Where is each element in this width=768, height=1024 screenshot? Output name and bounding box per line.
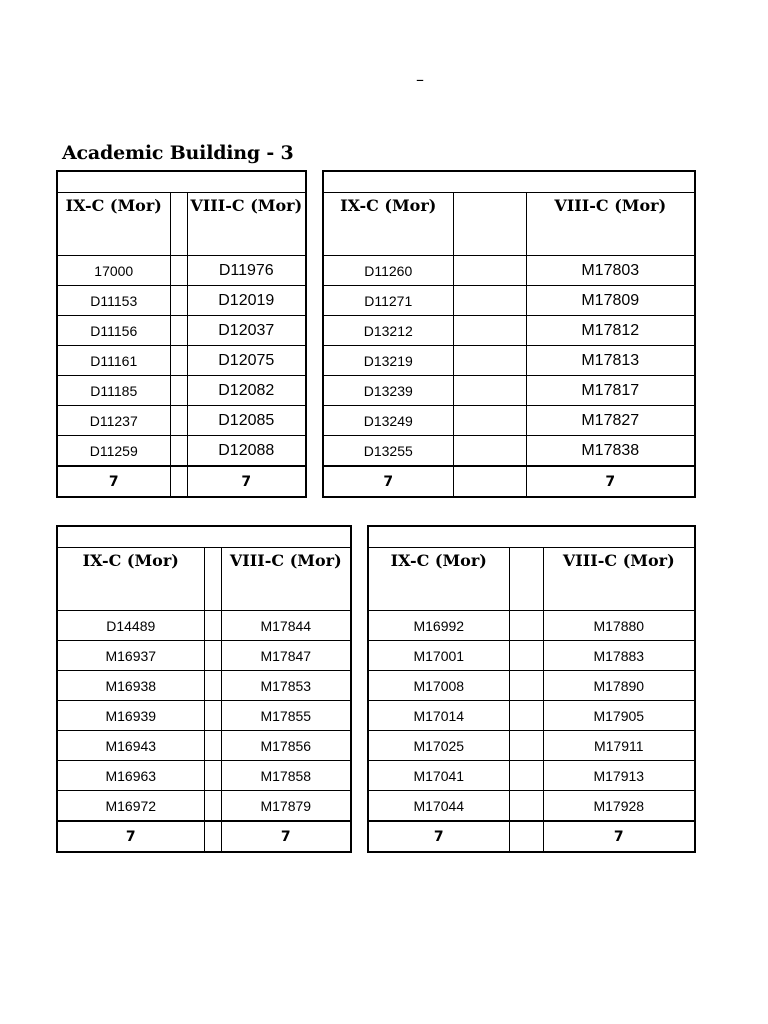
table-row — [323, 406, 695, 436]
roll-cell: M16937 — [57, 641, 204, 671]
roll-cell: M17844 — [221, 611, 351, 641]
roll-cell: D11259 — [57, 436, 170, 467]
roll-cell: M16992 — [368, 611, 509, 641]
roll-cell: D13249 — [323, 406, 453, 436]
col1-header: IX-C (Mor) — [323, 193, 453, 256]
table-row — [57, 256, 306, 286]
spacer-cell — [509, 791, 543, 822]
spacer-cell — [170, 436, 187, 467]
spacer-cell — [453, 256, 526, 286]
table-row — [57, 641, 351, 671]
roll-cell: D11976 — [187, 256, 306, 286]
table-row — [368, 671, 695, 701]
spacer-cell — [204, 611, 221, 641]
roll-cell: D12088 — [187, 436, 306, 467]
table-row — [323, 376, 695, 406]
col2-header: VIII-C (Mor) — [221, 548, 351, 611]
spacer-cell — [509, 641, 543, 671]
roll-cell: M17883 — [543, 641, 695, 671]
roll-cell: M17928 — [543, 791, 695, 822]
roll-cell: M17001 — [368, 641, 509, 671]
spacer-cell — [170, 193, 187, 256]
table-row — [57, 671, 351, 701]
total-count: 7 — [526, 466, 695, 497]
roll-cell: M17014 — [368, 701, 509, 731]
roll-cell: D13239 — [323, 376, 453, 406]
spacer-cell — [509, 671, 543, 701]
roll-cell: D12082 — [187, 376, 306, 406]
roll-cell: D11271 — [323, 286, 453, 316]
table-row — [368, 761, 695, 791]
roll-cell: M17880 — [543, 611, 695, 641]
roll-cell: M17008 — [368, 671, 509, 701]
table-row — [57, 611, 351, 641]
spacer-cell — [204, 791, 221, 822]
total-count: 7 — [543, 821, 695, 852]
col1-header: IX-C (Mor) — [57, 548, 204, 611]
spacer-cell — [204, 548, 221, 611]
table-row — [57, 701, 351, 731]
roll-cell: D14489 — [57, 611, 204, 641]
table-row — [57, 761, 351, 791]
seating-table-3 — [56, 525, 352, 853]
spacer-cell — [509, 761, 543, 791]
total-count: 7 — [323, 466, 453, 497]
spacer-cell — [453, 193, 526, 256]
spacer-cell — [170, 316, 187, 346]
table-row — [323, 316, 695, 346]
roll-cell: D11153 — [57, 286, 170, 316]
col2-header: VIII-C (Mor) — [526, 193, 695, 256]
total-count: 7 — [368, 821, 509, 852]
spacer-cell — [453, 316, 526, 346]
spacer-cell — [170, 466, 187, 497]
spacer-cell — [509, 701, 543, 731]
roll-cell: D11161 — [57, 346, 170, 376]
building-title: Academic Building - 3 — [62, 142, 294, 164]
table-row — [57, 346, 306, 376]
roll-cell: M17041 — [368, 761, 509, 791]
table-header-bar — [57, 526, 351, 548]
roll-cell: M17044 — [368, 791, 509, 822]
roll-cell: M17858 — [221, 761, 351, 791]
roll-cell: D12037 — [187, 316, 306, 346]
spacer-cell — [204, 641, 221, 671]
table-row — [368, 731, 695, 761]
roll-cell: M16938 — [57, 671, 204, 701]
seating-table-1 — [56, 170, 307, 498]
roll-cell: D11260 — [323, 256, 453, 286]
roll-cell: M17879 — [221, 791, 351, 822]
roll-cell: D13212 — [323, 316, 453, 346]
spacer-cell — [509, 821, 543, 852]
table-row — [368, 641, 695, 671]
roll-cell: D12075 — [187, 346, 306, 376]
spacer-cell — [453, 346, 526, 376]
table-row — [368, 791, 695, 822]
roll-cell: M17855 — [221, 701, 351, 731]
spacer-cell — [204, 821, 221, 852]
table-row — [57, 406, 306, 436]
spacer-cell — [453, 376, 526, 406]
roll-cell: M17812 — [526, 316, 695, 346]
roll-cell: M17838 — [526, 436, 695, 467]
col1-header: IX-C (Mor) — [368, 548, 509, 611]
roll-cell: D11185 — [57, 376, 170, 406]
table-row — [323, 286, 695, 316]
roll-cell: M17025 — [368, 731, 509, 761]
spacer-cell — [453, 406, 526, 436]
roll-cell: M17803 — [526, 256, 695, 286]
table-row — [57, 731, 351, 761]
col2-header: VIII-C (Mor) — [187, 193, 306, 256]
spacer-cell — [204, 731, 221, 761]
table-row — [323, 346, 695, 376]
spacer-cell — [509, 611, 543, 641]
header-mark: – — [416, 70, 424, 89]
spacer-cell — [204, 761, 221, 791]
total-count: 7 — [57, 466, 170, 497]
roll-cell: D12019 — [187, 286, 306, 316]
roll-cell: M17890 — [543, 671, 695, 701]
spacer-cell — [509, 731, 543, 761]
spacer-cell — [453, 286, 526, 316]
roll-cell: M17817 — [526, 376, 695, 406]
roll-cell: M16939 — [57, 701, 204, 731]
roll-cell: M17847 — [221, 641, 351, 671]
table-row — [323, 436, 695, 467]
spacer-cell — [170, 406, 187, 436]
table-row — [57, 316, 306, 346]
roll-cell: D11156 — [57, 316, 170, 346]
table-header-bar — [368, 526, 695, 548]
table-header-bar — [57, 171, 306, 193]
roll-cell: M17853 — [221, 671, 351, 701]
roll-cell: D12085 — [187, 406, 306, 436]
table-row — [368, 701, 695, 731]
roll-cell: 17000 — [57, 256, 170, 286]
table-header-bar — [323, 171, 695, 193]
total-count: 7 — [187, 466, 306, 497]
seating-table-4 — [367, 525, 696, 853]
roll-cell: M17856 — [221, 731, 351, 761]
roll-cell: M17911 — [543, 731, 695, 761]
total-count: 7 — [57, 821, 204, 852]
table-row — [57, 436, 306, 467]
spacer-cell — [170, 346, 187, 376]
total-count: 7 — [221, 821, 351, 852]
spacer-cell — [453, 436, 526, 467]
spacer-cell — [170, 376, 187, 406]
col2-header: VIII-C (Mor) — [543, 548, 695, 611]
spacer-cell — [170, 256, 187, 286]
roll-cell: M17809 — [526, 286, 695, 316]
spacer-cell — [509, 548, 543, 611]
spacer-cell — [170, 286, 187, 316]
roll-cell: D13255 — [323, 436, 453, 467]
spacer-cell — [453, 466, 526, 497]
spacer-cell — [204, 701, 221, 731]
roll-cell: M16972 — [57, 791, 204, 822]
roll-cell: D11237 — [57, 406, 170, 436]
roll-cell: M16963 — [57, 761, 204, 791]
seating-table-2 — [322, 170, 696, 498]
spacer-cell — [204, 671, 221, 701]
table-row — [368, 611, 695, 641]
table-row — [57, 286, 306, 316]
roll-cell: M17905 — [543, 701, 695, 731]
roll-cell: M16943 — [57, 731, 204, 761]
roll-cell: M17913 — [543, 761, 695, 791]
roll-cell: M17827 — [526, 406, 695, 436]
roll-cell: M17813 — [526, 346, 695, 376]
roll-cell: D13219 — [323, 346, 453, 376]
table-row — [57, 376, 306, 406]
table-row — [323, 256, 695, 286]
col1-header: IX-C (Mor) — [57, 193, 170, 256]
table-row — [57, 791, 351, 822]
